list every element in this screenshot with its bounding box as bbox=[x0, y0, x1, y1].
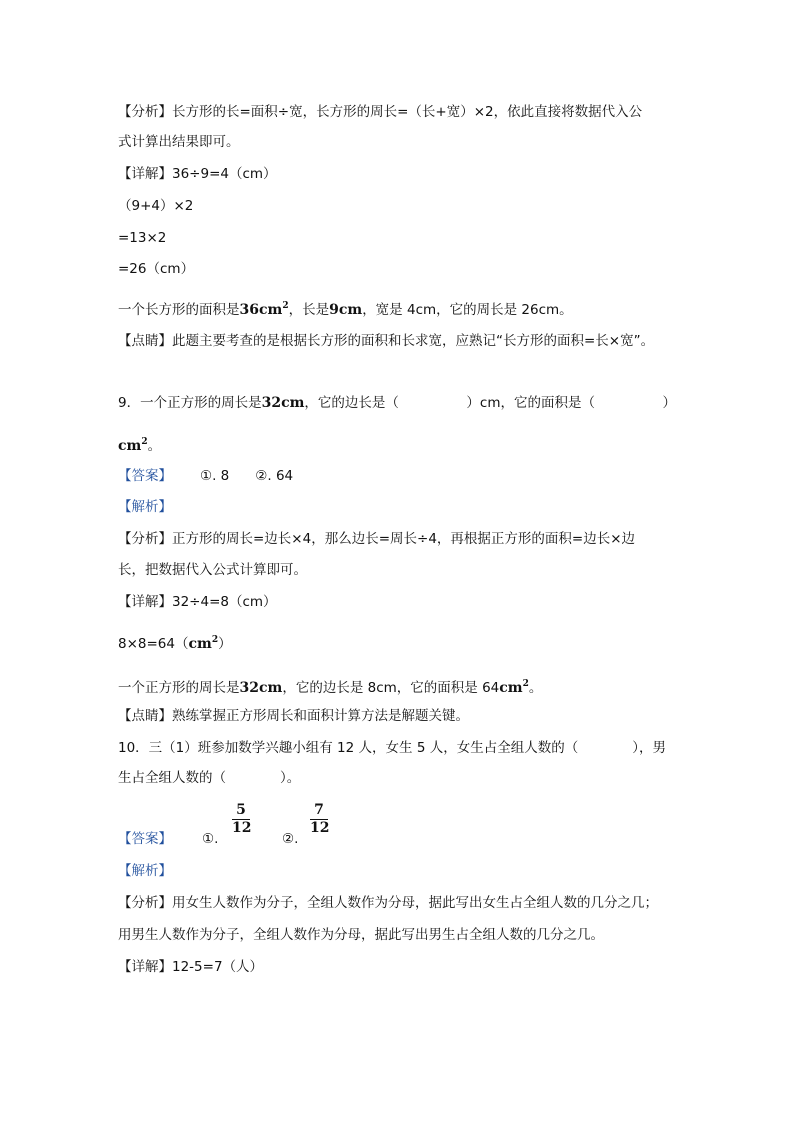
q8-detail-line-4: =26（cm） bbox=[118, 261, 195, 277]
q10-analysis-line-1: 【分析】用女生人数作为分子，全组人数作为分母，据此写出女生占全组人数的几分之几； bbox=[118, 895, 658, 911]
q9-detail-line-1: 【详解】32÷4=8（cm） bbox=[118, 594, 277, 610]
q9-stem-line-2: $cm^2$。 bbox=[118, 437, 162, 454]
perimeter-value: 32cm bbox=[261, 395, 305, 411]
detail-label: 【详解】 bbox=[118, 166, 172, 182]
q9-detail-line-2: $8\times 8=64(cm^2)$ bbox=[118, 635, 232, 652]
q8-analysis-line-2: 式计算出结果即可。 bbox=[118, 134, 240, 150]
q8-comment: 【点睛】此题主要考查的是根据长方形的面积和长求宽，应熟记“长方形的面积=长×宽”。 bbox=[118, 333, 655, 349]
q10-stem-line-1: 10．三（1）班参加数学兴趣小组有 12 人，女生 5 人，女生占全组人数的（ ），男 bbox=[118, 740, 666, 756]
analysis-label: 【分析】 bbox=[118, 104, 172, 120]
q10-answer-2-fraction bbox=[310, 803, 328, 836]
comment-label: 【点睛】 bbox=[118, 333, 172, 349]
length-value: 9cm bbox=[329, 302, 363, 318]
q10-detail-line-1: 【详解】12-5=7（人） bbox=[118, 959, 264, 975]
q10-answer-1-fraction bbox=[232, 803, 250, 836]
q8-analysis-line-1: 【分析】长方形的长=面积÷宽，长方形的周长=（长+宽）×2，依此直接将数据代入公 bbox=[118, 104, 643, 120]
q9-analysis-line-1: 【分析】正方形的周长=边长×4，那么边长=周长÷4，再根据正方形的面积=边长×边 bbox=[118, 531, 636, 547]
q8-detail-line-1: 【详解】36÷9=4（cm） bbox=[118, 166, 277, 182]
q9-stem-line-1: 9．一个正方形的周长是32cm，它的边长是（ ）cm，它的面积是（ ） bbox=[118, 395, 676, 411]
q8-conclusion: 一个长方形的面积是$36cm^2$，长是9cm，宽是 4cm，它的周长是 26cm。 bbox=[118, 301, 573, 318]
q9-comment: 【点睛】熟练掌握正方形周长和面积计算方法是解题关键。 bbox=[118, 708, 469, 724]
numerator: 7 bbox=[314, 802, 324, 818]
numerator: 5 bbox=[236, 802, 246, 818]
detail-label: 【详解】 bbox=[118, 959, 172, 975]
area-value: 36cm bbox=[239, 302, 283, 318]
q8-detail-line-2: （9+4）×2 bbox=[118, 198, 194, 214]
q10-answer-2-prefix: ②. bbox=[282, 831, 299, 847]
denominator: 12 bbox=[232, 820, 252, 836]
q10-stem-line-2: 生占全组人数的（ ）。 bbox=[118, 770, 301, 786]
denominator: 12 bbox=[310, 820, 330, 836]
q9-analysis-line-2: 长，把数据代入公式计算即可。 bbox=[118, 562, 307, 578]
q9-answer: 【答案】 ①. 8 ②. 64 bbox=[118, 468, 294, 484]
answer-label: 【答案】 bbox=[118, 468, 172, 484]
comment-label: 【点睛】 bbox=[118, 708, 172, 724]
analysis-label: 【分析】 bbox=[118, 895, 172, 911]
q10-jiexi-label: 【解析】 bbox=[118, 863, 172, 879]
q9-conclusion: 一个正方形的周长是32cm，它的边长是 8cm，它的面积是 $64cm^2$。 bbox=[118, 679, 543, 696]
perimeter-value: 32cm bbox=[239, 680, 283, 696]
q8-detail-line-3: =13×2 bbox=[118, 230, 167, 246]
analysis-label: 【分析】 bbox=[118, 531, 172, 547]
detail-label: 【详解】 bbox=[118, 594, 172, 610]
q10-answer-1-prefix: ①. bbox=[202, 831, 219, 847]
q9-jiexi-label: 【解析】 bbox=[118, 499, 172, 515]
q10-analysis-line-2: 用男生人数作为分子，全组人数作为分母，据此写出男生占全组人数的几分之几。 bbox=[118, 927, 604, 943]
q10-answer-label: 【答案】 bbox=[118, 831, 172, 847]
